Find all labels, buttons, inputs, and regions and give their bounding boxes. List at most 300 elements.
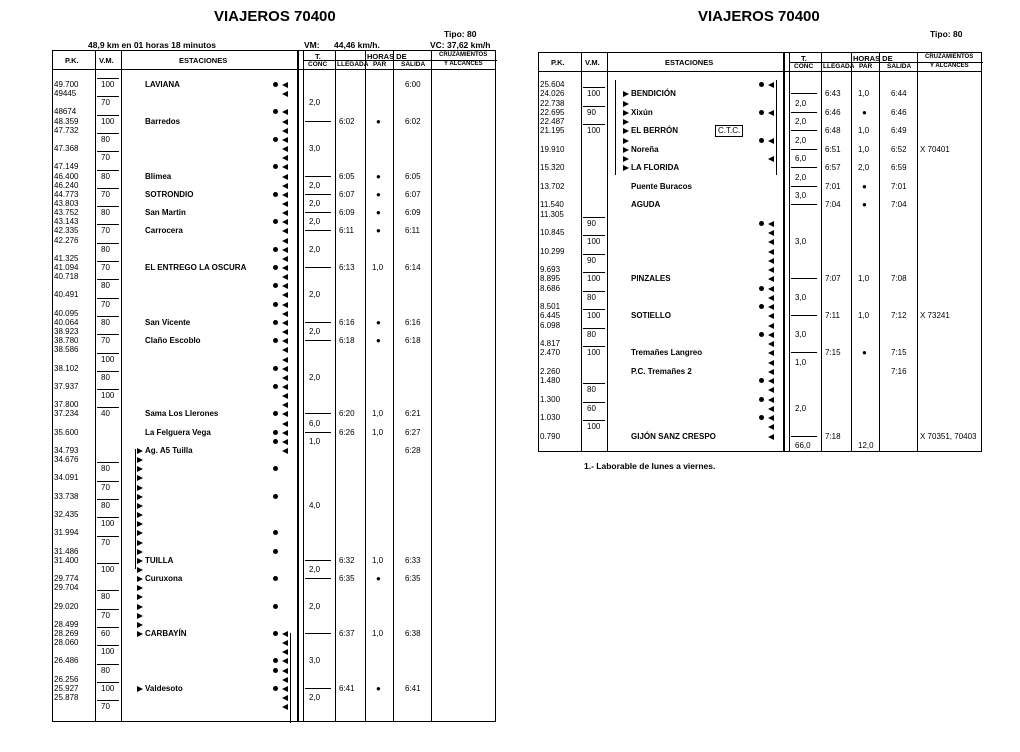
vm-divider [583,309,605,310]
left-timetable [52,50,496,722]
vm-divider [97,78,119,79]
departure-time: 7:16 [891,366,907,376]
speed-limit: 90 [587,218,596,228]
alcances-header: Y ALCANCES [444,61,483,67]
stop-dot-icon [759,82,764,87]
pk-value: 47.732 [54,125,79,135]
stop-dot-icon [273,658,278,663]
left-title: VIAJEROS 70400 [214,8,336,25]
salida-header: SALIDA [401,61,426,68]
vm-divider [97,407,119,408]
pk-value: 38.923 [54,327,79,337]
signal-arrow-left-icon [768,286,774,292]
pk-value: 33.738 [54,491,79,501]
speed-limit: 80 [101,244,110,254]
speed-limit: 80 [101,317,110,327]
arrival-time: 7:15 [825,348,841,358]
pk-value: 10.845 [540,228,565,237]
signal-arrow-right-icon [623,110,629,116]
salida-header: SALIDA [887,63,912,70]
signal-arrow-left-icon [768,406,774,412]
signal-arrow-left-icon [282,228,288,234]
signal-arrow-left-icon [768,341,774,347]
vm-divider [97,279,119,280]
speed-limit: 100 [587,274,601,284]
speed-limit: 80 [101,592,110,602]
pk-value: 6.098 [540,320,561,330]
pk-value: 19.910 [540,144,565,154]
arrival-time: 6:26 [339,427,355,437]
signal-arrow-right-icon [137,521,143,527]
speed-limit: 70 [101,153,110,163]
stop-duration: 1,0 [372,263,384,272]
par-header: PAR [373,61,387,68]
arrival-time: 6:35 [339,574,355,584]
pk-value: 40.491 [54,290,79,300]
signal-arrow-right-icon [137,485,143,491]
pk-value: 29.020 [54,601,79,611]
arrival-time: 6:43 [825,89,841,99]
departure-time: 6:59 [891,163,907,173]
arrival-divider [305,121,331,122]
signal-arrow-right-icon [137,448,143,454]
station-name: Puente Buracos [631,181,692,191]
speed-limit: 100 [101,519,115,529]
arrival-divider [791,315,817,316]
stop-dot-icon [273,192,278,197]
signal-arrow-left-icon [768,258,774,264]
conc-header: CONC [794,63,814,70]
pk-value: 28.499 [54,619,79,629]
pk-value: 34.793 [54,446,79,455]
travel-time: 6,0 [309,418,321,428]
departure-time: 6:18 [405,336,421,346]
pk-value: 9.693 [540,265,561,274]
track-rule [290,633,291,723]
pk-value: 28.060 [54,638,79,648]
speed-limit: 100 [587,89,601,99]
signal-arrow-left-icon [282,631,288,637]
stop-duration: ● [862,200,867,210]
signal-arrow-left-icon [282,695,288,701]
arrival-divider [305,560,331,561]
speed-limit: 90 [587,255,596,265]
station-name: SOTIELLO [631,311,671,321]
pk-value: 38.780 [54,336,79,346]
travel-time: 1,0 [309,436,321,446]
travel-time: 2,0 [309,198,321,208]
departure-time: 7:01 [891,181,907,191]
signal-arrow-left-icon [282,91,288,97]
signal-arrow-right-icon [137,622,143,628]
signal-arrow-left-icon [768,230,774,236]
vm-divider [97,224,119,225]
stop-duration: ● [862,181,867,191]
arrival-divider [305,230,331,231]
pk-value: 38.586 [54,345,79,355]
vm-divider [97,261,119,262]
vm-divider [97,334,119,335]
vm-divider [97,536,119,537]
signal-arrow-right-icon [137,686,143,692]
signal-arrow-left-icon [282,174,288,180]
pk-value: 4.817 [540,339,561,348]
speed-limit: 100 [587,237,601,247]
pk-value: 34.676 [54,455,79,465]
signal-arrow-left-icon [282,219,288,225]
vm-divider [97,700,119,701]
departure-time: 6:00 [405,80,421,89]
arrival-time: 6:16 [339,317,355,327]
stop-dot-icon [273,219,278,224]
departure-time: 6:02 [405,116,421,126]
vm-label: VM: [304,40,320,50]
cruzamientos-header: CRUZAMIENTOS [925,54,974,60]
speed-limit: 80 [101,281,110,291]
pk-value: 42.276 [54,235,79,245]
crossing-note: X 70351, 70403 [920,431,977,441]
vm-divider [97,627,119,628]
signal-arrow-left-icon [282,155,288,161]
travel-time: 66,0 [795,440,811,450]
signal-arrow-left-icon [282,338,288,344]
route-summary: 48,9 km en 01 horas 18 minutos [88,40,217,50]
signal-arrow-left-icon [768,221,774,227]
travel-time: 2,0 [309,244,321,254]
stop-dot-icon [759,110,764,115]
arrival-divider [305,212,331,213]
speed-limit: 100 [587,126,601,136]
signal-arrow-left-icon [282,329,288,335]
stop-duration: ● [376,171,381,181]
signal-arrow-left-icon [768,313,774,319]
arrival-divider [305,194,331,195]
vm-divider [583,124,605,125]
station-name: Blimea [145,171,172,181]
vm-divider [583,235,605,236]
arrival-divider [305,633,331,634]
departure-time: 7:08 [891,274,907,284]
track-rule [776,80,777,175]
pk-value: 22.695 [540,107,565,117]
signal-arrow-left-icon [768,249,774,255]
signal-arrow-left-icon [282,128,288,134]
track-rule [135,449,136,569]
vm-divider [97,389,119,390]
arrival-time: 6:48 [825,126,841,136]
stop-dot-icon [273,668,278,673]
stop-dot-icon [273,494,278,499]
travel-time: 2,0 [795,98,807,108]
arrival-divider [791,112,817,113]
signal-arrow-left-icon [282,393,288,399]
stop-dot-icon [273,686,278,691]
signal-arrow-left-icon [282,677,288,683]
signal-arrow-left-icon [282,649,288,655]
stop-duration: 1,0 [858,126,870,136]
signal-arrow-left-icon [282,274,288,280]
signal-arrow-left-icon [282,238,288,244]
signal-arrow-right-icon [623,156,629,162]
signal-arrow-right-icon [623,91,629,97]
pk-value: 2.470 [540,348,561,358]
vm-divider [97,481,119,482]
signal-arrow-left-icon [282,686,288,692]
stop-dot-icon [759,286,764,291]
stop-duration: 1,0 [858,274,870,284]
signal-arrow-right-icon [137,576,143,582]
departure-time: 6:16 [405,317,421,327]
pk-value: 0.790 [540,431,561,441]
stop-duration: ● [376,574,381,584]
pk-value: 29.774 [54,574,79,584]
speed-limit: 100 [101,564,115,574]
vm-divider [97,243,119,244]
stop-dot-icon [273,82,278,87]
speed-limit: 100 [587,311,601,321]
signal-arrow-left-icon [768,295,774,301]
stop-duration: ● [376,683,381,693]
par-header: PAR [859,63,873,70]
signal-arrow-right-icon [623,101,629,107]
arrival-divider [791,93,817,94]
travel-time: 2,0 [309,290,321,300]
pk-value: 43.143 [54,217,79,227]
signal-arrow-left-icon [768,239,774,245]
pk-value: 31.486 [54,546,79,556]
arrival-time: 7:04 [825,200,841,210]
signal-arrow-left-icon [282,704,288,710]
speed-limit: 80 [587,292,596,302]
signal-arrow-left-icon [768,267,774,273]
vm-divider [97,645,119,646]
pk-value: 1.300 [540,394,561,404]
signal-arrow-right-icon [137,549,143,555]
stop-duration: 1,0 [858,311,870,321]
estaciones-header: ESTACIONES [179,56,228,65]
speed-limit: 80 [101,171,110,181]
departure-time: 6:49 [891,126,907,136]
travel-time: 1,0 [795,357,807,367]
arrival-divider [305,413,331,414]
stop-dot-icon [273,320,278,325]
pk-value: 48674 [54,107,77,117]
arrival-divider [791,204,817,205]
stop-duration: 1,0 [372,427,384,437]
signal-arrow-left-icon [282,201,288,207]
speed-limit: 70 [101,299,110,309]
stop-dot-icon [273,384,278,389]
stop-dot-icon [273,631,278,636]
signal-arrow-right-icon [137,613,143,619]
arrival-time: 7:11 [825,311,840,321]
t-header: T. [801,54,807,63]
pk-value: 22.738 [540,98,565,108]
arrival-time: 6:18 [339,336,355,346]
signal-arrow-left-icon [282,347,288,353]
arrival-time: 6:51 [825,144,841,154]
station-name: Noreña [631,144,659,154]
signal-arrow-right-icon [623,147,629,153]
arrival-time: 6:57 [825,163,841,173]
travel-time: 2,0 [309,180,321,190]
station-name: P.C. Tremañes 2 [631,366,692,376]
arrival-time: 7:01 [825,181,841,191]
stop-dot-icon [759,138,764,143]
vm-divider [97,353,119,354]
arrival-time: 6:37 [339,629,355,638]
signal-arrow-left-icon [282,311,288,317]
vm-divider [97,133,119,134]
stop-duration: 1,0 [372,409,384,419]
signal-arrow-left-icon [282,384,288,390]
station-name: Sama Los Llerones [145,409,219,419]
vm-divider [583,106,605,107]
arrival-divider [305,176,331,177]
speed-limit: 80 [587,385,596,395]
pk-value: 11.305 [540,209,564,219]
pk-value: 43.752 [54,208,79,218]
departure-time: 6:44 [891,89,907,99]
signal-arrow-left-icon [282,283,288,289]
signal-arrow-left-icon [282,164,288,170]
signal-arrow-right-icon [137,494,143,500]
pk-value: 41.094 [54,263,79,272]
stop-dot-icon [273,439,278,444]
speed-limit: 100 [101,80,115,89]
arrival-divider [305,340,331,341]
signal-arrow-left-icon [282,375,288,381]
signal-arrow-left-icon [282,357,288,363]
arrival-time: 7:18 [825,431,841,441]
station-name: Carrocera [145,226,183,236]
pk-value: 40.064 [54,317,79,327]
stop-duration: ● [862,348,867,358]
pk-value: 46.240 [54,180,79,190]
station-name: Barredos [145,116,181,126]
vm-divider [97,206,119,207]
travel-time: 2,0 [309,372,321,382]
t-header: T. [315,52,321,61]
vm-divider [97,682,119,683]
speed-limit: 80 [101,464,110,474]
crossing-note: X 70401 [920,144,950,154]
speed-limit: 70 [101,610,110,620]
pk-value: 29.704 [54,583,79,593]
departure-time: 6:52 [891,144,907,154]
travel-time: 4,0 [309,500,321,510]
speed-limit: 70 [101,336,110,346]
travel-time: 2,0 [309,327,321,337]
departure-time: 6:11 [405,226,420,236]
left-tipo: Tipo: 80 [444,29,477,39]
stop-dot-icon [273,530,278,535]
conc-header: CONC [308,61,328,68]
vm-divider [97,316,119,317]
alcances-header: Y ALCANCES [930,63,969,69]
vm-divider [97,151,119,152]
station-name: AGUDA [631,200,661,210]
pk-value: 15.320 [540,163,565,173]
pk-value: 46.400 [54,171,79,181]
pk-value: 28.269 [54,629,79,638]
stop-duration: ● [376,226,381,236]
travel-time: 2,0 [795,117,807,126]
pk-value: 49445 [54,89,77,99]
llegada-header: LLEGADA [337,61,369,68]
stop-dot-icon [273,137,278,142]
arrival-divider [791,352,817,353]
departure-time: 6:33 [405,555,421,565]
pk-value: 25.878 [54,693,79,703]
signal-arrow-left-icon [282,109,288,115]
right-tipo: Tipo: 80 [930,29,963,39]
signal-arrow-left-icon [768,304,774,310]
signal-arrow-right-icon [137,503,143,509]
travel-time: 3,0 [795,292,807,302]
speed-limit: 100 [101,116,115,126]
signal-arrow-right-icon [623,119,629,125]
signal-arrow-left-icon [768,387,774,393]
signal-arrow-left-icon [282,82,288,88]
signal-arrow-left-icon [282,366,288,372]
signal-arrow-right-icon [623,165,629,171]
stop-duration: ● [376,208,381,218]
signal-arrow-right-icon [137,466,143,472]
arrival-divider [305,267,331,268]
pk-value: 35.600 [54,427,79,437]
arrival-divider [791,186,817,187]
station-name: San Vicente [145,317,191,327]
stop-dot-icon [273,466,278,471]
right-timetable [538,52,982,452]
speed-limit: 100 [101,354,115,364]
signal-arrow-left-icon [282,302,288,308]
vm-divider [97,96,119,97]
stop-duration: 12,0 [858,440,874,450]
vm-divider [97,590,119,591]
arrival-divider [305,688,331,689]
travel-time: 2,0 [795,403,807,413]
stop-dot-icon [273,164,278,169]
pk-value: 1.480 [540,376,561,385]
llegada-header: LLEGADA [823,63,855,70]
pk-value: 31.400 [54,555,79,565]
arrival-time: 6:32 [339,555,355,565]
stop-duration: 1,0 [858,144,870,154]
horas-de-header: HORAS DE [367,52,407,61]
signal-arrow-right-icon [623,128,629,134]
pk-value: 47.368 [54,144,79,154]
stop-dot-icon [273,265,278,270]
pk-value: 48.359 [54,116,79,126]
travel-time: 2,0 [309,601,321,611]
station-name: EL ENTREGO LA OSCURA [145,263,247,272]
ctc-badge: C.T.C. [715,125,743,137]
departure-time: 7:12 [891,311,907,321]
pk-value: 32.435 [54,510,79,520]
speed-limit: 70 [101,702,110,712]
stop-dot-icon [759,221,764,226]
arrival-divider [791,278,817,279]
pk-value: 47.149 [54,162,79,172]
signal-arrow-left-icon [768,110,774,116]
vm-divider [583,402,605,403]
track-rule [615,80,616,175]
signal-arrow-left-icon [282,668,288,674]
signal-arrow-right-icon [137,530,143,536]
signal-arrow-left-icon [282,411,288,417]
